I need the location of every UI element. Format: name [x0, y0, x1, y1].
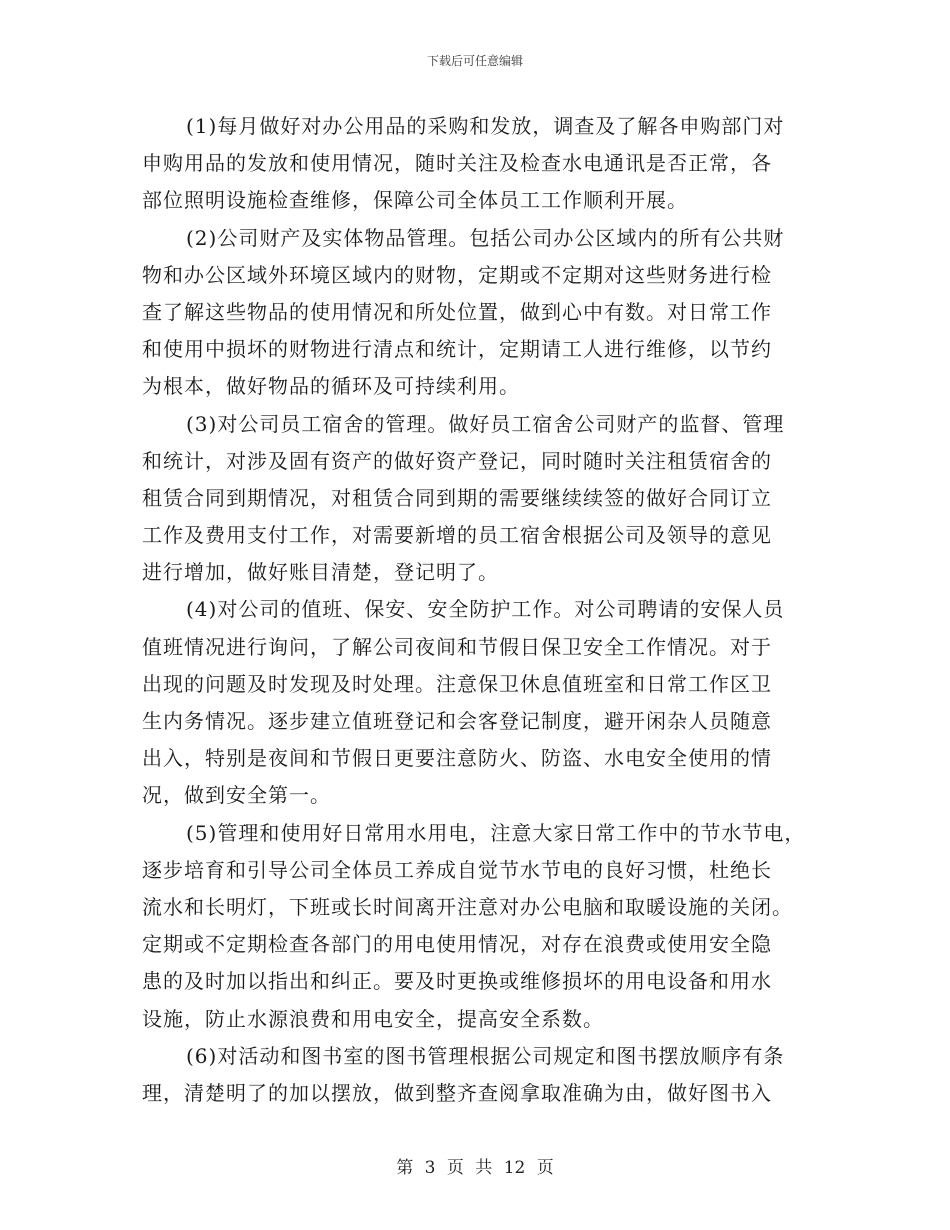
text-line: 况，做到安全第一。 — [142, 783, 331, 808]
text-line: 理，清楚明了的加以摆放，做到整齐查阅拿取准确为由，做好图书入 — [142, 1080, 772, 1105]
text-line: (4)对公司的值班、保安、安全防护工作。对公司聘请的安保人员 — [186, 597, 785, 622]
text-line: (2)公司财产及实体物品管理。包括公司办公区域内的所有公共财 — [186, 225, 785, 250]
text-line: (5)管理和使用好日常用水用电，注意大家日常工作中的节水节电， — [186, 820, 806, 845]
text-line: 查了解这些物品的使用情况和所处位置，做到心中有数。对日常工作 — [142, 299, 772, 324]
text-line: 出入，特别是夜间和节假日更要注意防火、防盗、水电安全使用的情 — [142, 746, 772, 771]
text-line: 定期或不定期检查各部门的用电使用情况，对存在浪费或使用安全隐 — [142, 932, 772, 957]
page-footer: 第 3 页 共 12 页 — [396, 1158, 554, 1178]
paragraph-1 — [142, 108, 810, 220]
text-line: 物和办公区域外环境区域内的财物，定期或不定期对这些财务进行检 — [142, 262, 772, 287]
paragraph-4 — [142, 591, 810, 814]
text-line: (6)对活动和图书室的图书管理根据公司规定和图书摆放顺序有条 — [186, 1043, 785, 1068]
text-line: 设施，防止水源浪费和用电安全，提高安全系数。 — [142, 1006, 604, 1031]
text-line: 流水和长明灯，下班或长时间离开注意对办公电脑和取暖设施的关闭。 — [142, 894, 793, 919]
document-body — [142, 108, 810, 1112]
text-line: 生内务情况。逐步建立值班登记和会客登记制度，避开闲杂人员随意 — [142, 709, 772, 733]
text-line: (1)每月做好对办公用品的采购和发放，调查及了解各申购部门对 — [186, 114, 785, 138]
text-line: 和统计，对涉及固有资产的做好资产登记，同时随时关注租赁宿舍的 — [142, 448, 772, 473]
text-line: 部位照明设施检查维修，保障公司全体员工工作顺利开展。 — [142, 188, 688, 213]
paragraph-3 — [142, 406, 810, 592]
paragraph-2 — [142, 220, 810, 406]
text-line: (3)对公司员工宿舍的管理。做好员工宿舍公司财产的监督、管理 — [186, 411, 785, 436]
paragraph-5 — [142, 815, 810, 1038]
text-line: 为根本，做好物品的循环及可持续利用。 — [142, 374, 520, 399]
text-line: 逐步培育和引导公司全体员工养成自觉节水节电的良好习惯，杜绝长 — [142, 857, 772, 882]
text-line: 租赁合同到期情况，对租赁合同到期的需要继续续签的做好合同订立 — [142, 485, 772, 510]
text-line: 出现的问题及时发现及时处理。注意保卫休息值班室和日常工作区卫 — [142, 671, 772, 696]
text-line: 患的及时加以指出和纠正。要及时更换或维修损坏的用电设备和用水 — [142, 969, 772, 994]
text-line: 进行增加，做好账目清楚，登记明了。 — [142, 560, 499, 585]
text-line: 工作及费用支付工作，对需要新增的员工宿舍根据公司及领导的意见 — [142, 523, 772, 548]
text-line: 值班情况进行询问，了解公司夜间和节假日保卫安全工作情况。对于 — [142, 634, 772, 659]
text-line: 和使用中损坏的财物进行清点和统计，定期请工人进行维修，以节约 — [142, 337, 772, 362]
paragraph-6 — [142, 1038, 810, 1112]
page-header: 下载后可任意编辑 — [426, 54, 523, 68]
text-line: 申购用品的发放和使用情况，随时关注及检查水电通讯是否正常，各 — [142, 151, 772, 176]
